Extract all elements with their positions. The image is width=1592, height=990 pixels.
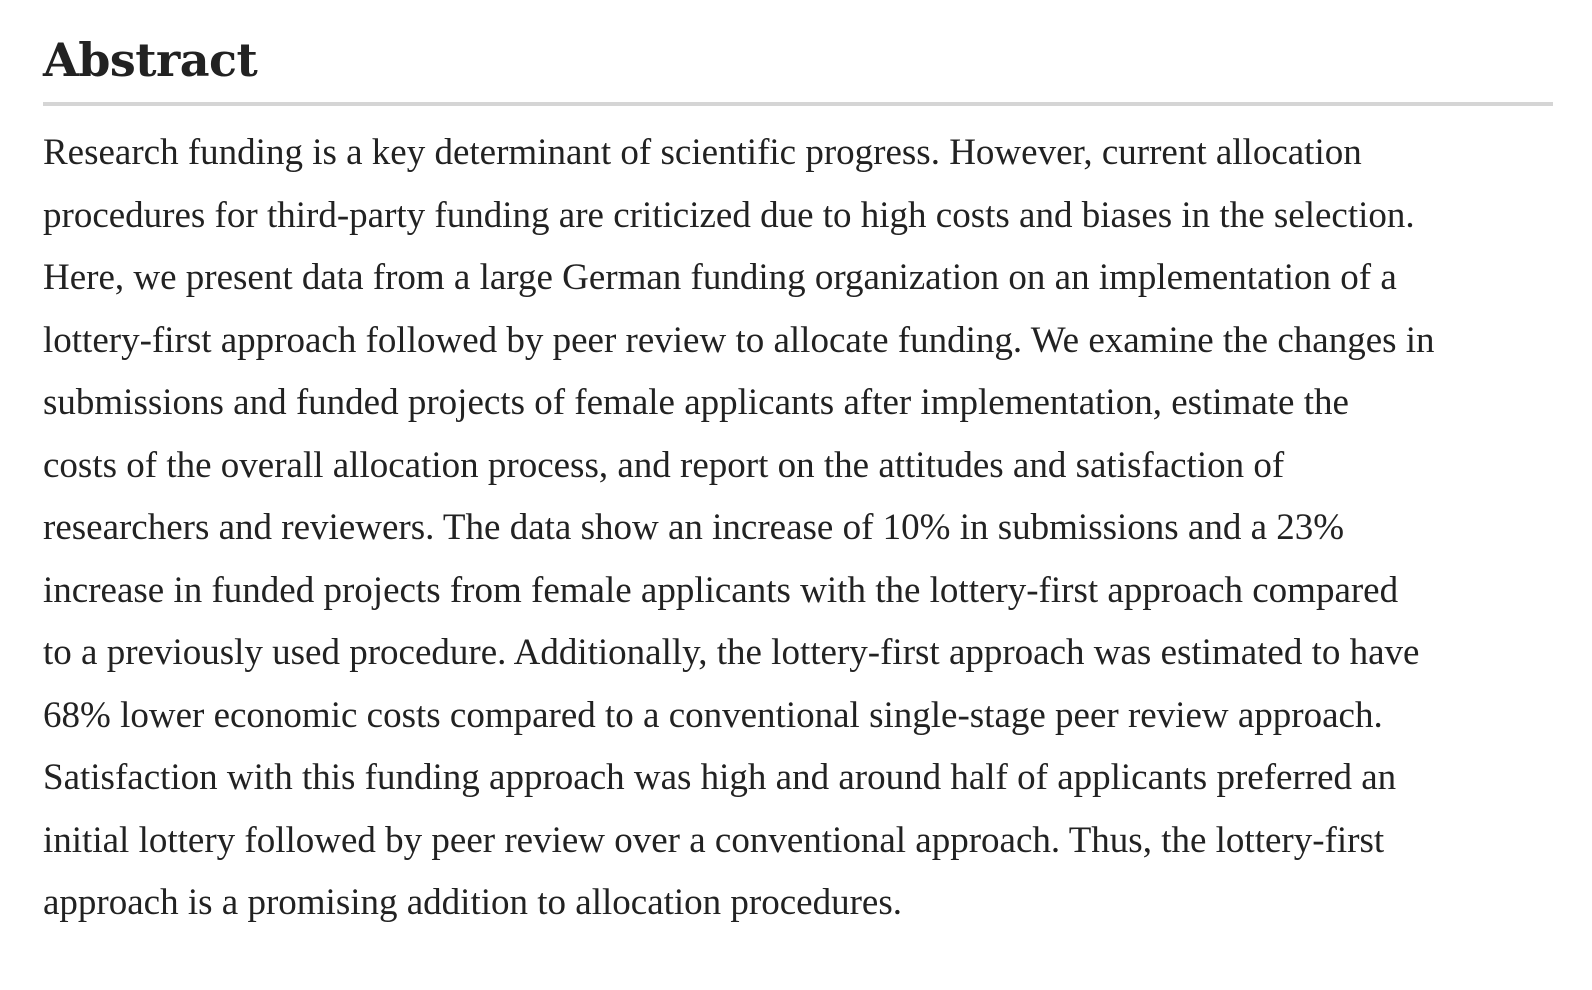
abstract-line: costs of the overall allocation process, and report on the attitudes and satisfaction of — [43, 444, 1285, 486]
abstract-line: lottery-first approach followed by peer review to allocate funding. We examine the changes in — [43, 319, 1435, 361]
abstract-line: 68% lower economic costs compared to a conventional single-stage peer review approach. — [43, 694, 1383, 736]
abstract-line: approach is a promising addition to allocation procedures. — [43, 882, 902, 923]
abstract-line: researchers and reviewers. The data show an increase of 10% in submissions and a 23% — [43, 507, 1345, 548]
abstract-heading: Abstract — [43, 28, 1553, 106]
abstract-line: submissions and funded projects of female applicants after implementation, estimate the — [43, 382, 1349, 423]
abstract-line: procedures for third-party funding are criticized due to high costs and biases in the selection. — [43, 194, 1415, 236]
abstract-line: increase in funded projects from female applicants with the lottery-first approach compared — [43, 569, 1399, 611]
abstract-section — [43, 28, 1553, 935]
abstract-line: initial lottery followed by peer review over a conventional approach. Thus, the lottery-first — [43, 819, 1385, 861]
abstract-body — [43, 106, 1553, 935]
abstract-line: Satisfaction with this funding approach was high and around half of applicants preferred an — [43, 757, 1397, 798]
abstract-line: to a previously used procedure. Additionally, the lottery-first approach was estimated to have — [43, 632, 1420, 673]
abstract-line: Here, we present data from a large German funding organization on an implementation of a — [43, 257, 1397, 298]
abstract-line: Research funding is a key determinant of scientific progress. However, current allocation — [43, 132, 1362, 173]
